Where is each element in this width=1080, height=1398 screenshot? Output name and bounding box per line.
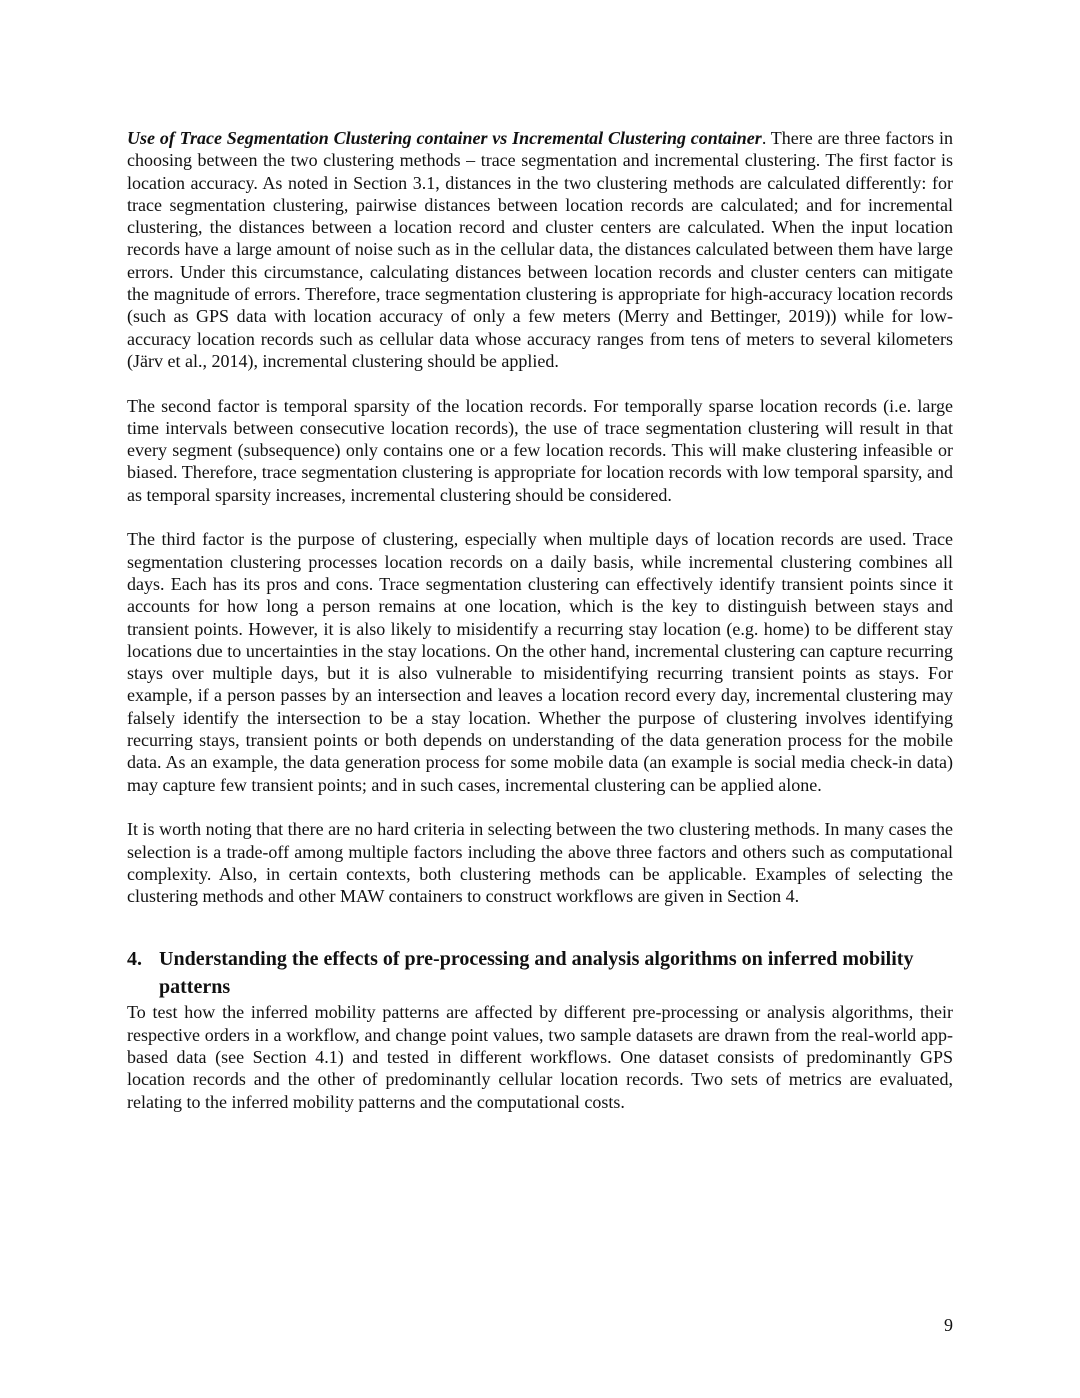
paragraph-clustering-note: It is worth noting that there are no hard criteria in selecting between the two clustering methods. In many cases the selection is a trade-off among multiple factors including the above three factors and others such as computational complexity. Also, in certain contexts, both clustering methods can be applicable. Examples of selecting the clustering methods and other MAW containers to construct workflows are given in Section 4. <box>127 819 953 907</box>
page-number: 9 <box>944 1315 953 1335</box>
paragraph-clustering-factor-accuracy <box>127 127 953 372</box>
paragraph-clustering-factor-purpose: The third factor is the purpose of clustering, especially when multiple days of location records are used. Trace segmentation clustering processes location records on a daily basis, while incremental clustering combines all days. Each has its pros and cons. Trace segmentation clustering can effectively identify transient points since it accounts for how long a person remains at one location, which is the key to distinguish between stays and transient points. However, it is also likely to misidentify a recurring stay location (e.g. home) to be different stay locations due to uncertainties in the stay locations. On the other hand, incremental clustering can capture recurring stays over multiple days, but it is also vulnerable to misidentifying recurring transient points as stays. For example, if a person passes by an intersection and leaves a location record every day, incremental clustering may falsely identify the intersection to be a stay location. Whether the purpose of clustering involves identifying recurring stays, transient points or both depends on understanding of the data generation process for the mobile data. As an example, the data generation process for some mobile data (an example is social media check-in data) may capture few transient points; and in such cases, incremental clustering can be applied alone. <box>127 529 953 795</box>
section-heading <box>127 945 953 1001</box>
section-intro-paragraph: To test how the inferred mobility patterns are affected by different pre-processing or analysis algorithms, their respective orders in a workflow, and change point values, two sample datasets are drawn from the real-world app-based data (see Section 4.1) and tested in different workflows. One dataset consists of predominantly GPS location records and the other of predominantly cellular location records. Two sets of metrics are evaluated, relating to the inferred mobility patterns and the computational costs. <box>127 1002 953 1112</box>
paragraph-lead-heading: Use of Trace Segmentation Clustering container vs Incremental Clustering container <box>127 128 762 148</box>
paragraph-clustering-factor-sparsity: The second factor is temporal sparsity of the location records. For temporally sparse location records (i.e. large time intervals between consecutive location records), the use of trace segmentation clustering will result in that every segment (subsequence) only contains one or a few location records. This will make clustering infeasible or biased. Therefore, trace segmentation clustering is appropriate for location records with low temporal sparsity, and as temporal sparsity increases, incremental clustering should be considered. <box>127 395 953 505</box>
section-number: 4. <box>127 948 142 971</box>
section-title: Understanding the effects of pre-processing and analysis algorithms on inferred mobility patterns <box>159 948 914 999</box>
paragraph-text: . There are three factors in choosing between the two clustering methods – trace segmentation and incremental clustering. The first factor is location accuracy. As noted in Section 3.1, distances in the two clustering methods are calculated differently: for trace segmentation clustering, pairwise distances between location records are calculated; and for incremental clustering, the distances between a location record and cluster centers are calculated. When the input location records have a large amount of noise such as in the cellular data, the distances calculated between them have large errors. Under this circumstance, calculating distances between location records and cluster centers can mitigate the magnitude of errors. Therefore, trace segmentation clustering is appropriate for high-accuracy location records (such as GPS data with location accuracy of only a few meters (Merry and Bettinger, 2019)) while for low-accuracy location records such as cellular data whose accuracy ranges from tens of meters to several kilometers (Järv et al., 2014), incremental clustering should be applied. <box>127 128 953 371</box>
page-body <box>127 127 953 1113</box>
